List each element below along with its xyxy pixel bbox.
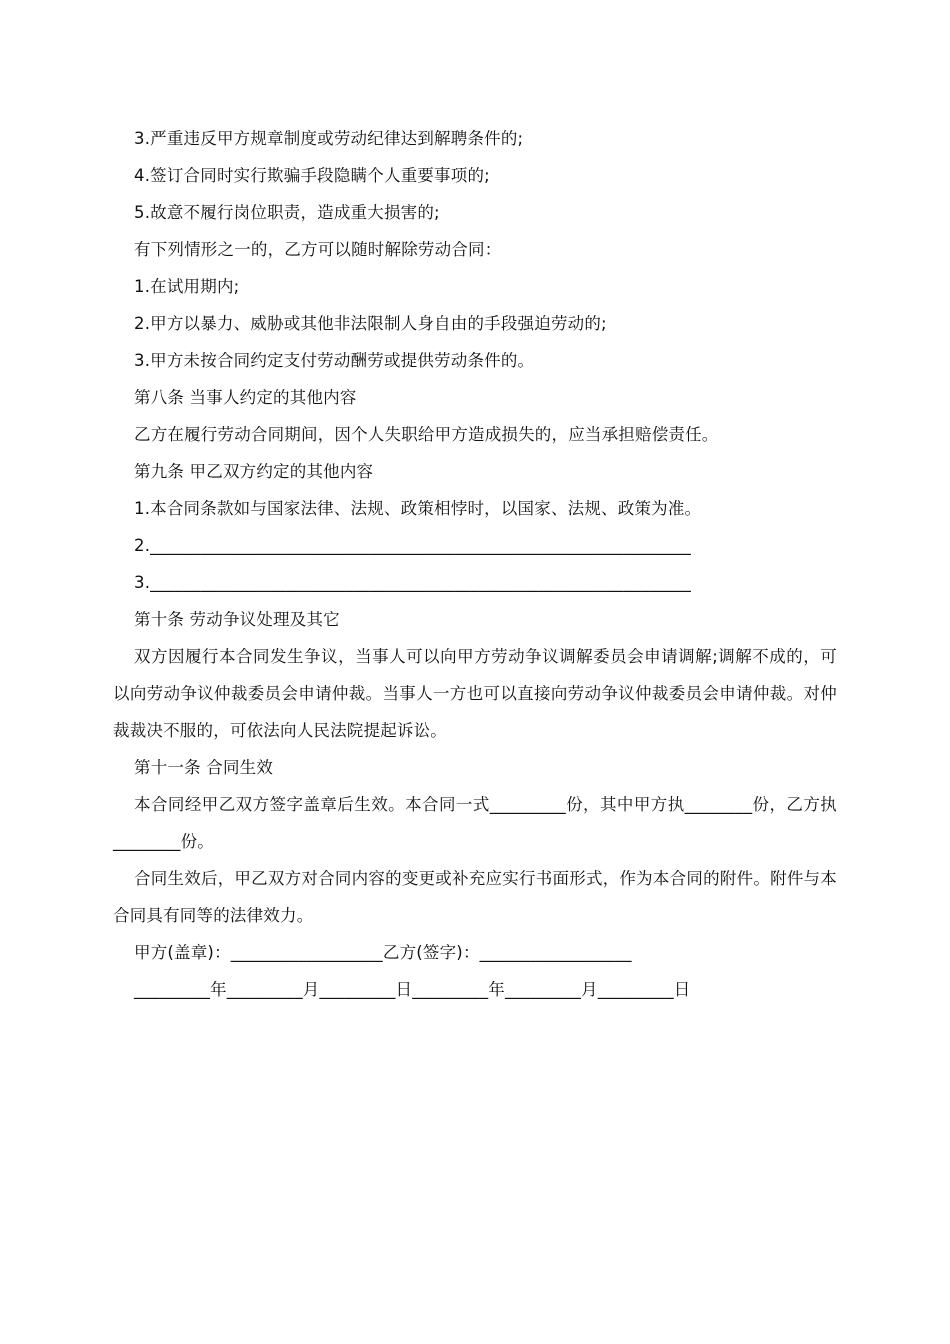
article-9-item-2-blank: 2.________________________________________________________________ (134, 536, 691, 555)
article-11-heading: 第十一条 合同生效 (134, 758, 274, 777)
document-body (113, 120, 837, 1008)
signature-line: 甲方(盖章)：__________________乙方(签字)：__________________ (134, 943, 632, 962)
article-9-heading: 第九条 甲乙双方约定的其他内容 (134, 462, 374, 481)
clause-item-4: 4.签订合同时实行欺骗手段隐瞒个人重要事项的; (134, 166, 490, 185)
article-8-heading: 第八条 当事人约定的其他内容 (134, 388, 357, 407)
clause-item-3b: 3.甲方未按合同约定支付劳动酬劳或提供劳动条件的。 (134, 351, 535, 370)
clause-item-1: 1.在试用期内; (134, 277, 240, 296)
clause-item-5: 5.故意不履行岗位职责，造成重大损害的; (134, 203, 440, 222)
clause-intro: 有下列情形之一的，乙方可以随时解除劳动合同： (134, 240, 502, 259)
article-11-text-1: 本合同经甲乙双方签字盖章后生效。本合同一式_________份，其中甲方执________份，乙方执________份。 (113, 795, 837, 851)
article-10-text: 双方因履行本合同发生争议，当事人可以向甲方劳动争议调解委员会申请调解;调解不成的，可以向劳动争议仲裁委员会申请仲裁。当事人一方也可以直接向劳动争议仲裁委员会申请仲裁。对仲裁裁决不服的，可依法向人民法院提起诉讼。 (113, 647, 837, 740)
article-9-item-3-blank: 3.________________________________________________________________ (134, 573, 691, 592)
date-line: _________年_________月_________日_________年_________月_________日 (134, 980, 691, 999)
article-10-heading: 第十条 劳动争议处理及其它 (134, 610, 340, 629)
article-9-item-1: 1.本合同条款如与国家法律、法规、政策相悖时，以国家、法规、政策为准。 (134, 499, 702, 518)
clause-item-2: 2.甲方以暴力、威胁或其他非法限制人身自由的手段强迫劳动的; (134, 314, 607, 333)
clause-item-3: 3.严重违反甲方规章制度或劳动纪律达到解聘条件的; (134, 129, 524, 148)
article-11-text-2: 合同生效后，甲乙双方对合同内容的变更或补充应实行书面形式，作为本合同的附件。附件与本合同具有同等的法律效力。 (113, 869, 837, 925)
article-8-text: 乙方在履行劳动合同期间，因个人失职给甲方造成损失的，应当承担赔偿责任。 (134, 425, 719, 444)
